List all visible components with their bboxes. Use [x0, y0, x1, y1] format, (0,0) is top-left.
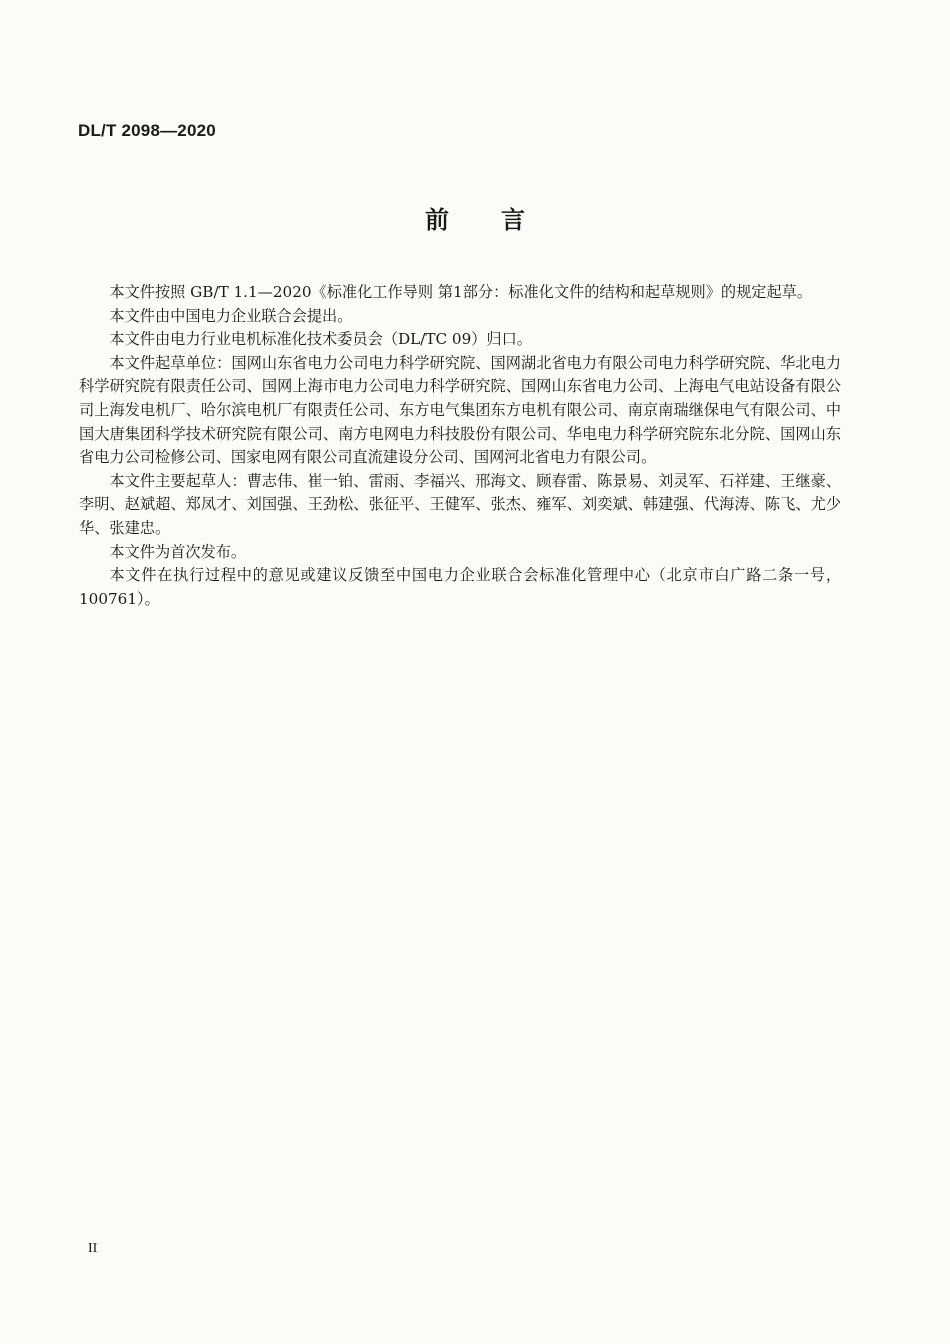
- paragraph-committee: 本文件由电力行业电机标准化技术委员会（DL/TC 09）归口。: [109, 330, 532, 349]
- foreword-body: [79, 281, 841, 611]
- page-number: II: [88, 1241, 98, 1256]
- paragraph-proposer: 本文件由中国电力企业联合会提出。: [109, 306, 353, 325]
- document-code: DL/T 2098—2020: [78, 121, 216, 140]
- paragraph-drafting-units: 本文件起草单位：国网山东省电力公司电力科学研究院、国网湖北省电力有限公司电力科学研究院、华北电力科学研究院有限责任公司、国网上海市电力公司电力科学研究院、国网山东省电力公司、上海电气电站设备有限公司上海发电机厂、哈尔滨电机厂有限责任公司、东方电气集团东方电机有限公司、南京南瑞继保电气有限公司、中国大唐集团科学技术研究院有限公司、南方电网电力科技股份有限公司、华电电力科学研究院东北分院、国网山东省电力公司检修公司、国家电网有限公司直流建设分公司、国网河北省电力有限公司。: [79, 353, 841, 467]
- paragraph-first-release: 本文件为首次发布。: [109, 542, 247, 561]
- paragraph-drafting-rules: 本文件按照 GB/T 1.1—2020《标准化工作导则 第1部分：标准化文件的结构和起草规则》的规定起草。: [109, 283, 813, 301]
- paragraph-drafters: 本文件主要起草人：曹志伟、崔一铂、雷雨、李福兴、邢海文、顾春雷、陈景易、刘灵军、石祥建、王继豪、李明、赵斌超、郑凤才、刘国强、王劲松、张征平、王健军、张杰、雍军、刘奕斌、韩建强、代海涛、陈飞、尤少华、张建忠。: [79, 471, 841, 537]
- paragraph-feedback: 本文件在执行过程中的意见或建议反馈至中国电力企业联合会标准化管理中心（北京市白广路二条一号，100761）。: [79, 566, 841, 608]
- page-title: 前言: [425, 206, 577, 234]
